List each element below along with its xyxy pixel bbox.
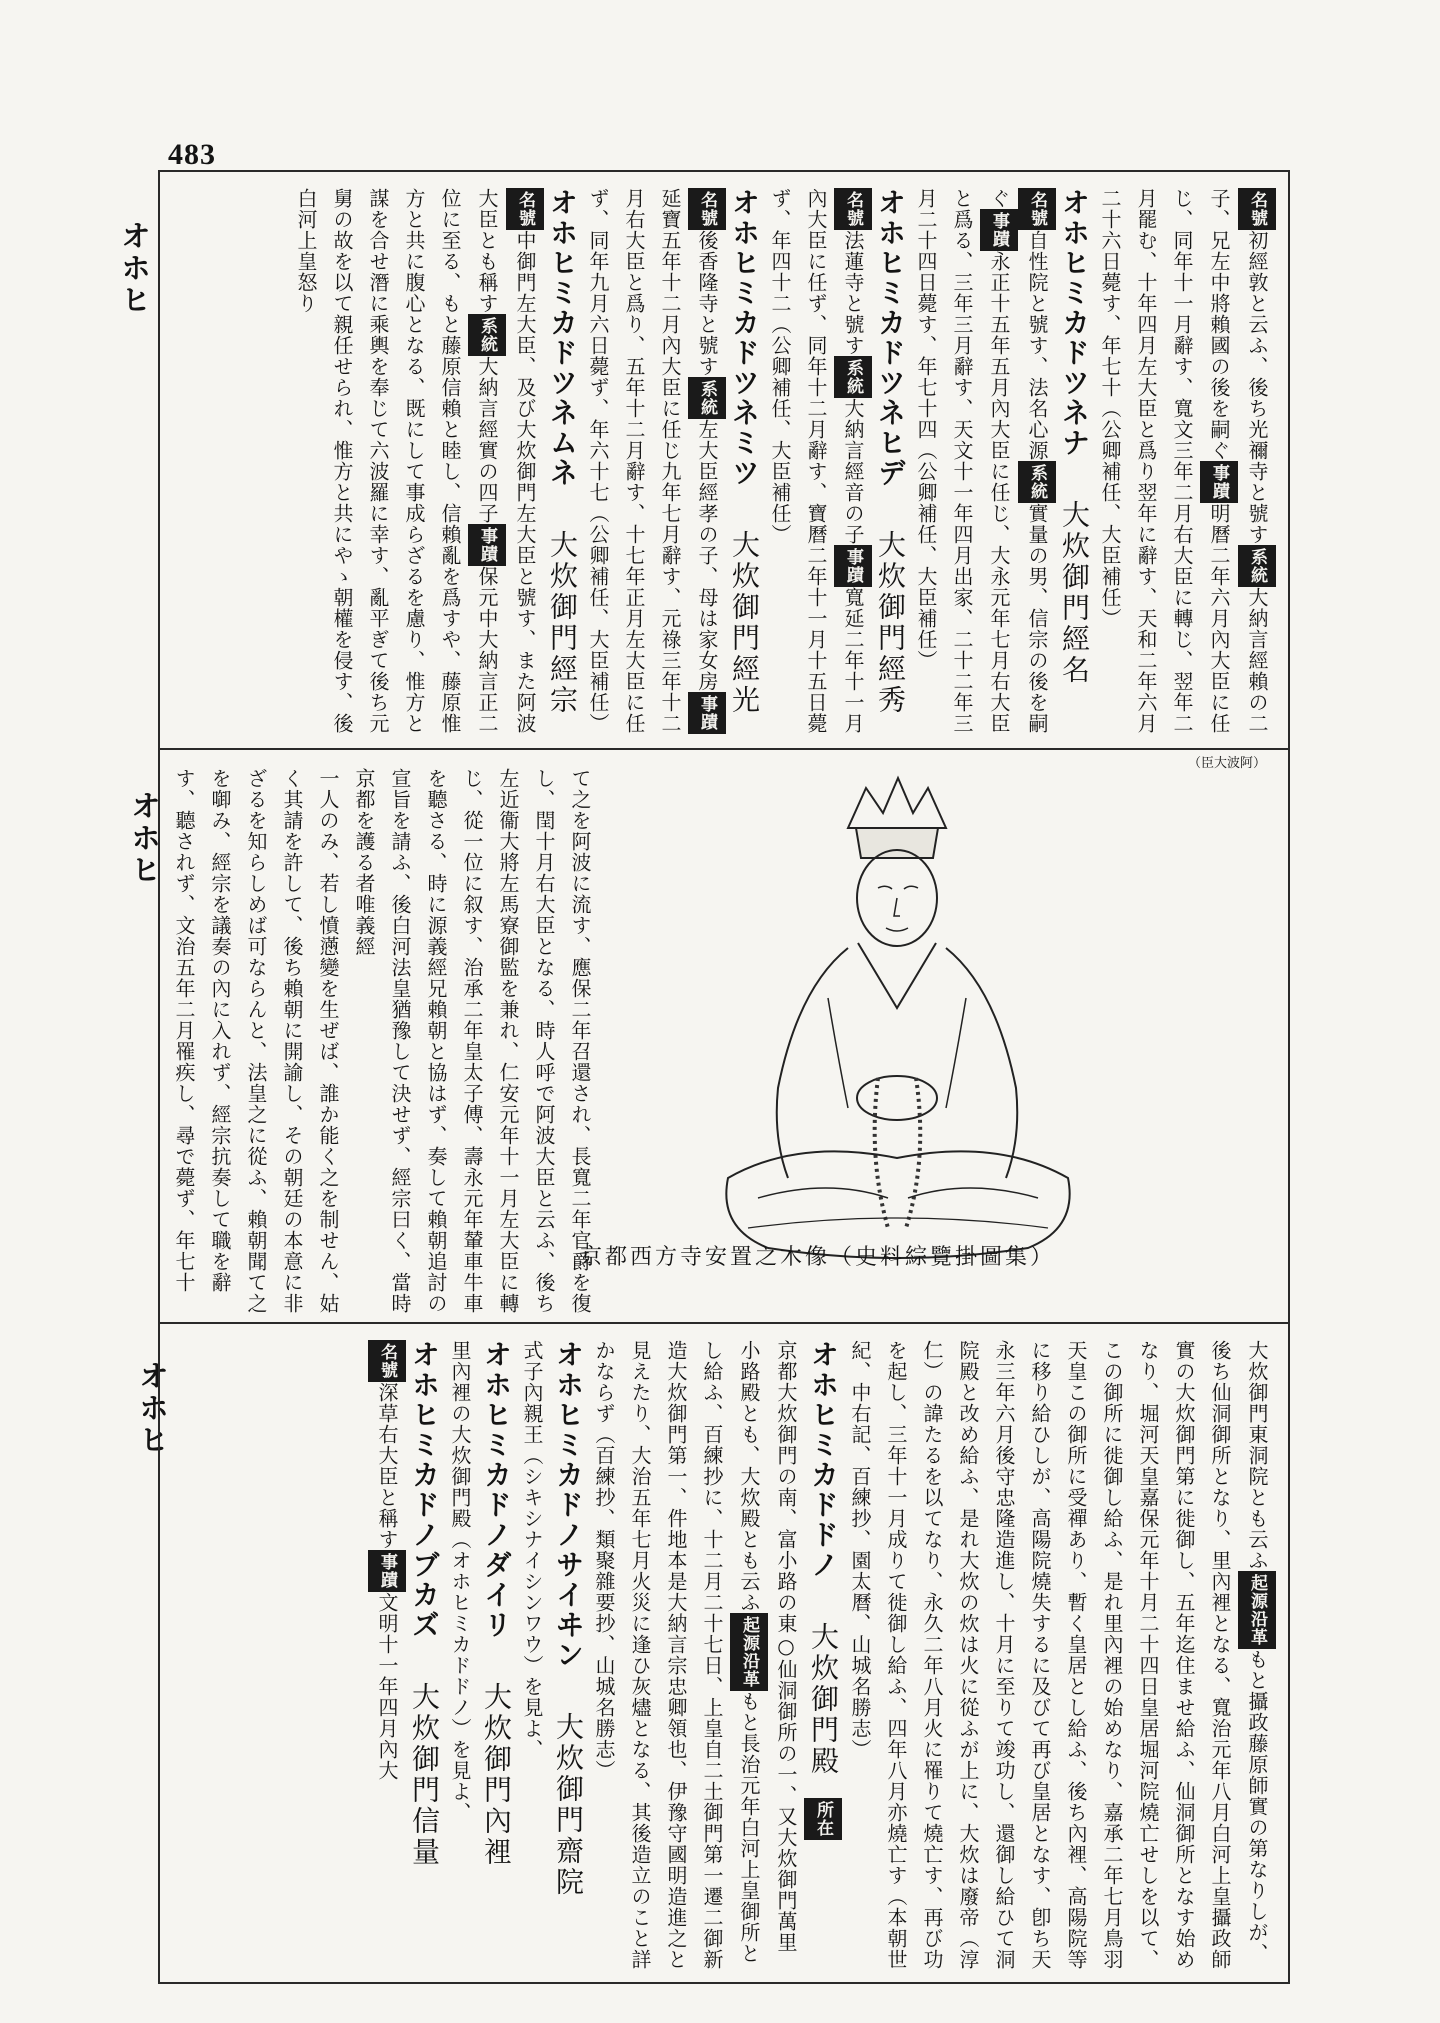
entry-text: 自性院と號す、法名心源: [1025, 230, 1049, 461]
entry-paragraph: [442, 1340, 478, 1970]
entry-text: 永正十五年五月內大臣に任じ、大永元年七月右大臣と爲る、三年三月辭す、天文十一年四月出家、二十二年三月二十四日薨す、年七十四（公卿補任、大臣補任）: [914, 188, 1011, 734]
tier-divider-2: [158, 1322, 1288, 1324]
entry-text: 里內裡の大炊御門殿（オホヒミカドドノ）を見よ、: [448, 1340, 472, 1823]
headword-kanji: 大炊御門內裡: [480, 1682, 513, 1868]
headword-kanji: 大炊御門齋院: [552, 1712, 585, 1898]
section-tag: 事蹟: [980, 209, 1018, 251]
headword-kana: オホヒミカドノブカズ: [408, 1340, 441, 1640]
entry-headword: [804, 1340, 842, 1970]
entry-paragraph: [346, 768, 598, 1316]
side-label-3: オホヒ: [133, 1360, 168, 1456]
section-tag: 系統: [834, 356, 872, 398]
section-tag: 名號: [1018, 188, 1056, 230]
page-number: 483: [168, 138, 216, 171]
headword-kanji: 大炊御門信量: [408, 1682, 441, 1868]
tier-1-body: [168, 188, 1276, 736]
figure-caption-bottom: 京都西方寺安置之木像（史料綜覽掛圖集）: [580, 1245, 1056, 1270]
entry-headword: [872, 188, 908, 736]
section-tag: 事蹟: [368, 1550, 406, 1592]
entry-headword: [406, 1340, 442, 1970]
entry-text: 寬延二年十一月內大臣に任ず、同年十二月辭す、寶曆二年十一月十五日薨ず、年四十二（公卿補任、大臣補任）: [768, 188, 865, 734]
tier-2-body: [168, 768, 598, 1316]
entry-paragraph: [842, 1340, 1276, 1970]
entry-paragraph: [514, 1340, 550, 1970]
entry-headword: [544, 188, 580, 736]
tier-divider-1: [158, 748, 1288, 750]
entry-text: 中御門左大臣、及び大炊御門左大臣と號す、また阿波大臣とも稱す: [475, 188, 537, 734]
entry-paragraph: [1092, 188, 1276, 736]
headword-kanji: 大炊御門殿: [807, 1622, 840, 1777]
seated-figure-illustration: [598, 758, 1288, 1318]
figure-caption-top: （臣大波阿）: [1188, 756, 1267, 771]
entry-text: 初經敦と云ふ、後ち光禰寺と號す: [1245, 230, 1269, 545]
entry-text: 大炊御門東洞院とも云ふ: [1245, 1340, 1269, 1571]
entry-headword: [550, 1340, 586, 1970]
entry-paragraph: [168, 768, 346, 1316]
headword-kana: オホヒミカドノダイリ: [480, 1340, 513, 1640]
entry-text: 保元中大納言正二位に至る、もと藤原信賴と睦し、信賴亂を爲すや、藤原惟方と共に腹心となる、既にして事成らざるを慮り、惟方と謀を合せ潛に乘輿を奉じて六波羅に幸す、亂平ぎて後ち元舅の故を以て親任せられ、惟方と共にやゝ朝權を侵す、後白河上皇怒り: [294, 188, 499, 734]
headword-kanji: 大炊御門經宗: [546, 530, 579, 716]
section-tag: 系統: [1238, 545, 1276, 587]
section-tag: 名號: [688, 188, 726, 230]
headword-kanji: 大炊御門經名: [1058, 500, 1091, 686]
entry-paragraph: [762, 188, 872, 736]
headword-kana: オホヒミカドツネムネ: [546, 188, 579, 488]
section-tag: 事蹟: [688, 692, 726, 734]
entry-text: 後香隆寺と號す: [695, 230, 719, 377]
section-tag: 系統: [468, 314, 506, 356]
entry-paragraph: [368, 1340, 406, 1970]
entry-headword: [1056, 188, 1092, 736]
section-tag: 事蹟: [1200, 461, 1238, 503]
entry-paragraph: [580, 188, 726, 736]
entry-text: 深草右大臣と稱す: [375, 1382, 399, 1550]
section-tag: 所在: [804, 1798, 842, 1840]
entry-text: 左大臣經孝の子、母は家女房: [695, 419, 719, 692]
entry-text: もと長治元年白河上皇御所とし給ふ、百練抄に、十二月二十七日、上皇自二土御門第一遷二御新造大炊御門第一、件地本是大納言宗忠卿領也、伊豫守國明造進之と見えたり、大治五年七月火災に逢ひ灰燼となる、其後造立のこと詳かならず（百練抄、類聚雜要抄、山城名勝志）: [592, 1340, 761, 1970]
entry-paragraph: [586, 1340, 804, 1970]
section-tag: 系統: [1018, 461, 1056, 503]
entry-text: 文明十一年四月內大: [375, 1592, 399, 1781]
entry-text: 京都大炊御門の南、富小路の東○仙洞御所の一、又大炊御門萬里小路殿とも、大炊殿とも云ふ: [737, 1340, 798, 1953]
section-tag: 名號: [368, 1340, 406, 1382]
section-tag: 名號: [1238, 188, 1276, 230]
headword-kanji: 大炊御門經秀: [874, 530, 907, 716]
headword-kana: オホヒミカドツネナ: [1058, 188, 1091, 458]
entry-text: 實量の男、信宗の後を嗣ぐ: [987, 188, 1049, 734]
section-tag: 系統: [688, 377, 726, 419]
entry-text: 法蓮寺と號す: [841, 230, 865, 356]
entry-text: 式子內親王（シキシナイシンワウ）を見よ、: [520, 1340, 544, 1760]
section-tag: 名號: [506, 188, 544, 230]
entry-headword: [726, 188, 762, 736]
headword-kana: オホヒミカドツネミツ: [728, 188, 761, 488]
side-label-2: オホヒ: [125, 790, 160, 886]
entry-text: 明曆二年六月內大臣に任じ、同年十一月辭す、寬文三年二月右大臣に轉じ、翌年二月罷む、十年四月左大臣と爲り翌年に辭す、天和二年六月二十六日薨す、年七十（公卿補任、大臣補任）: [1098, 188, 1231, 734]
headword-kanji: 大炊御門經光: [728, 530, 761, 716]
section-tag: 名號: [834, 188, 872, 230]
section-tag: 事蹟: [468, 524, 506, 566]
section-tag: 起源沿革: [730, 1613, 768, 1691]
entry-text: 延寶五年十二月內大臣に任じ九年七月辭す、元祿三年十二月右大臣と爲り、五年十二月辭す、十七年正月左大臣に任ず、同年九月六日薨ず、年六十七（公卿補任、大臣補任）: [586, 188, 682, 734]
entry-text: て之を阿波に流す、應保二年召還され、長寬二年官爵を復し、閏十月右大臣となる、時人呼で阿波大臣と云ふ、後ち左近衞大將左馬寮御監を兼れ、仁安元年十一月左大臣に轉じ、從一位に叙す、治承二年皇太子傅、壽永元年輦車牛車を聽さる、時に源義經兄賴朝と協はず、奏して賴朝追討の宣旨を請ふ、後白河法皇猶豫して決せず、經宗曰く、當時京都を護る者唯義經: [352, 768, 592, 1314]
headword-kana: オホヒミカドツネヒデ: [874, 188, 907, 488]
side-label-1: オホヒ: [115, 220, 150, 316]
entry-paragraph: [908, 188, 1056, 736]
entry-text: 大納言經實の四子: [475, 356, 499, 524]
entry-headword: [478, 1340, 514, 1970]
headword-kana: オホヒミカドドノ: [807, 1340, 840, 1580]
entry-text: 大納言經賴の二子、兄左中將賴國の後を嗣ぐ: [1207, 188, 1269, 734]
section-tag: 事蹟: [834, 545, 872, 587]
entry-text: 大納言經音の子: [841, 398, 865, 545]
section-tag: 起源沿革: [1238, 1571, 1276, 1649]
tier-3-body: [168, 1340, 1276, 1970]
entry-text: 一人のみ、若し憤懣變を生ぜば、誰か能く之を制せん、姑く其請を許して、後ち賴朝に開諭し、その朝廷の本意に非ざるを知らしめば可ならんと、法皇之に從ふ、賴朝聞て之を啣み、經宗を議奏の內に入れず、經宗抗奏して職を辭す、聽されず、文治五年二月罹疾し、尋で薨ず、年七十: [172, 768, 340, 1314]
entry-paragraph: [288, 188, 544, 736]
headword-kana: オホヒミカドノサイヰン: [552, 1340, 585, 1670]
entry-text: もと攝政藤原師實の第なりしが、後ち仙洞御所となり、里內裡となる、寬治元年八月白河上皇攝政師實の大炊御門第に徙御し、五年迄住ませ給ふ、仙洞御所となす始めなり、堀河天皇嘉保元年十月二十四日皇居堀河院燒亡せしを以て、この御所に徙御し給ふ、是れ里內裡の始めなり、嘉承二年七月鳥羽天皇この御所に受禪あり、暫く皇居とし給ふ、後ち內裡、高陽院等に移り給ひしが、高陽院燒失するに及びて再び皇居となす、卽ち天永三年六月後守忠隆造進し、十月に至りて竣功し、還御し給ひて洞院殿と改め給ふ、是れ大炊の炊は火に從ふが上に、大炊は廢帝（淳仁）の諱たるを以てなり、永久二年八月火に罹りて燒亡す、再び功を起し、三年十一月成りて徙御し給ふ、四年八月亦燒亡す（本朝世紀、中右記、百練抄、園太曆、山城名勝志）: [848, 1340, 1269, 1970]
